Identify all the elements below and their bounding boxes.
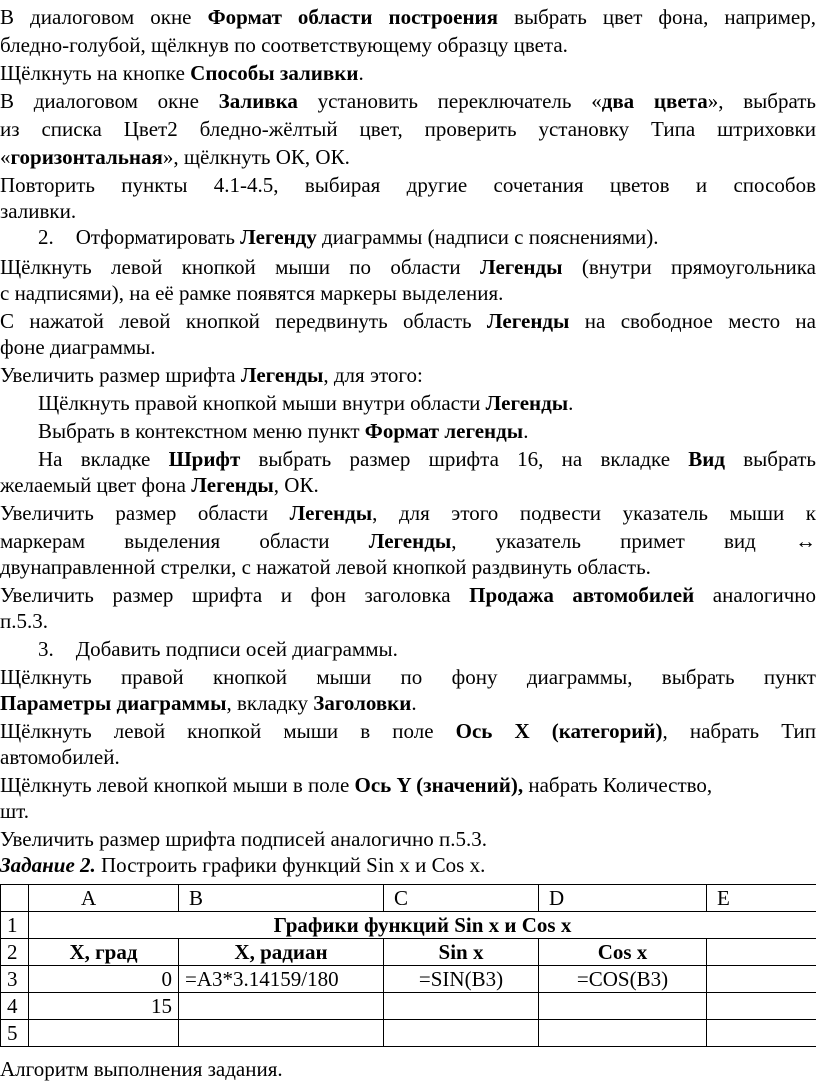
table-row	[1, 966, 816, 993]
row-header[interactable]: 1	[1, 912, 29, 939]
text-line: На вкладке Шрифт выбрать размер шрифта 16, на вкладке Вид выбрать	[0, 446, 816, 472]
numbered-item: 3. Добавить подписи осей диаграммы.	[0, 636, 816, 662]
cell-a4[interactable]: 15	[29, 993, 179, 1020]
text-line: Параметры диаграммы, вкладку Заголовки.	[0, 690, 816, 716]
text-line: Щёлкнуть левой кнопкой мыши в поле Ось Y (значений), набрать Количество,	[0, 772, 816, 798]
text-line: маркерам выделения области Легенды, указатель примет вид ↔	[0, 528, 816, 554]
cell-e3[interactable]	[707, 966, 816, 993]
text-line: Щёлкнуть правой кнопкой мыши внутри области Легенды.	[0, 390, 816, 416]
text-line: «горизонтальная», щёлкнуть ОК, ОК.	[0, 144, 816, 170]
text-line: Щёлкнуть левой кнопкой мыши по области Легенды (внутри прямоугольника	[0, 254, 816, 280]
cell-e5[interactable]	[707, 1020, 816, 1047]
cell-d3[interactable]: =COS(B3)	[539, 966, 707, 993]
row-header[interactable]: 2	[1, 939, 29, 966]
table-row	[1, 912, 816, 939]
merged-title-cell[interactable]: Графики функций Sin x и Cos x	[29, 912, 816, 939]
text-line: с надписями), на её рамке появятся маркеры выделения.	[0, 280, 816, 306]
cell-a5[interactable]	[29, 1020, 179, 1047]
table-row	[1, 993, 816, 1020]
column-header-b[interactable]: B	[179, 885, 384, 912]
text-line: Увеличить размер шрифта Легенды, для этого:	[0, 362, 816, 388]
text-line: Увеличить размер шрифта и фон заголовка Продажа автомобилей аналогично	[0, 582, 816, 608]
cell-a3[interactable]: 0	[29, 966, 179, 993]
cell-b2[interactable]: Х, радиан	[179, 939, 384, 966]
corner-cell	[1, 885, 29, 912]
text-line: фоне диаграммы.	[0, 334, 816, 360]
cell-d5[interactable]	[539, 1020, 707, 1047]
row-header[interactable]: 3	[1, 966, 29, 993]
cell-c5[interactable]	[384, 1020, 539, 1047]
row-header[interactable]: 5	[1, 1020, 29, 1047]
task-heading: Задание 2. Построить графики функций Sin x и Cos x.	[0, 852, 816, 878]
cell-b5[interactable]	[179, 1020, 384, 1047]
table-row	[1, 1020, 816, 1047]
text-line: Щёлкнуть на кнопке Способы заливки.	[0, 60, 816, 86]
cell-e2[interactable]	[707, 939, 816, 966]
cell-d4[interactable]	[539, 993, 707, 1020]
column-header-a[interactable]: A	[29, 885, 179, 912]
cell-a2[interactable]: Х, град	[29, 939, 179, 966]
cell-c2[interactable]: Sin x	[384, 939, 539, 966]
text-line: Повторить пункты 4.1-4.5, выбирая другие сочетания цветов и способов	[0, 172, 816, 198]
text-line: желаемый цвет фона Легенды, ОК.	[0, 472, 816, 498]
text-line: Увеличить размер шрифта подписей аналогично п.5.3.	[0, 826, 816, 852]
text-line: С нажатой левой кнопкой передвинуть область Легенды на свободное место на	[0, 308, 816, 334]
cell-b3[interactable]: =A3*3.14159/180	[179, 966, 384, 993]
text-line: В диалоговом окне Формат области построения выбрать цвет фона, например,	[0, 4, 816, 30]
text-line: Алгоритм выполнения задания.	[0, 1056, 816, 1082]
cell-b4[interactable]	[179, 993, 384, 1020]
text-line: Щёлкнуть правой кнопкой мыши по фону диаграммы, выбрать пункт	[0, 664, 816, 690]
text-line: заливки.	[0, 198, 816, 224]
column-header-d[interactable]: D	[539, 885, 707, 912]
spreadsheet-table	[0, 884, 816, 1047]
column-header-row	[1, 885, 816, 912]
text-line: Щёлкнуть левой кнопкой мыши в поле Ось Х (категорий), набрать Тип	[0, 718, 816, 744]
row-header[interactable]: 4	[1, 993, 29, 1020]
table-row	[1, 939, 816, 966]
numbered-item: 2. Отформатировать Легенду диаграммы (надписи с пояснениями).	[0, 224, 816, 250]
text-line: п.5.3.	[0, 608, 816, 634]
text-line: В диалоговом окне Заливка установить переключатель «два цвета», выбрать	[0, 88, 816, 114]
text-line: автомобилей.	[0, 744, 816, 770]
cell-d2[interactable]: Cos x	[539, 939, 707, 966]
cell-e4[interactable]	[707, 993, 816, 1020]
text-line: шт.	[0, 798, 816, 824]
column-header-c[interactable]: C	[384, 885, 539, 912]
column-header-e[interactable]: E	[707, 885, 816, 912]
cell-c3[interactable]: =SIN(B3)	[384, 966, 539, 993]
text-line: из списка Цвет2 бледно-жёлтый цвет, проверить установку Типа штриховки	[0, 116, 816, 142]
text-line: Выбрать в контекстном меню пункт Формат легенды.	[0, 418, 816, 444]
text-line: бледно-голубой, щёлкнув по соответствующему образцу цвета.	[0, 32, 816, 58]
text-line: Увеличить размер области Легенды, для этого подвести указатель мыши к	[0, 500, 816, 526]
text-line: двунаправленной стрелки, с нажатой левой кнопкой раздвинуть область.	[0, 554, 816, 580]
cell-c4[interactable]	[384, 993, 539, 1020]
